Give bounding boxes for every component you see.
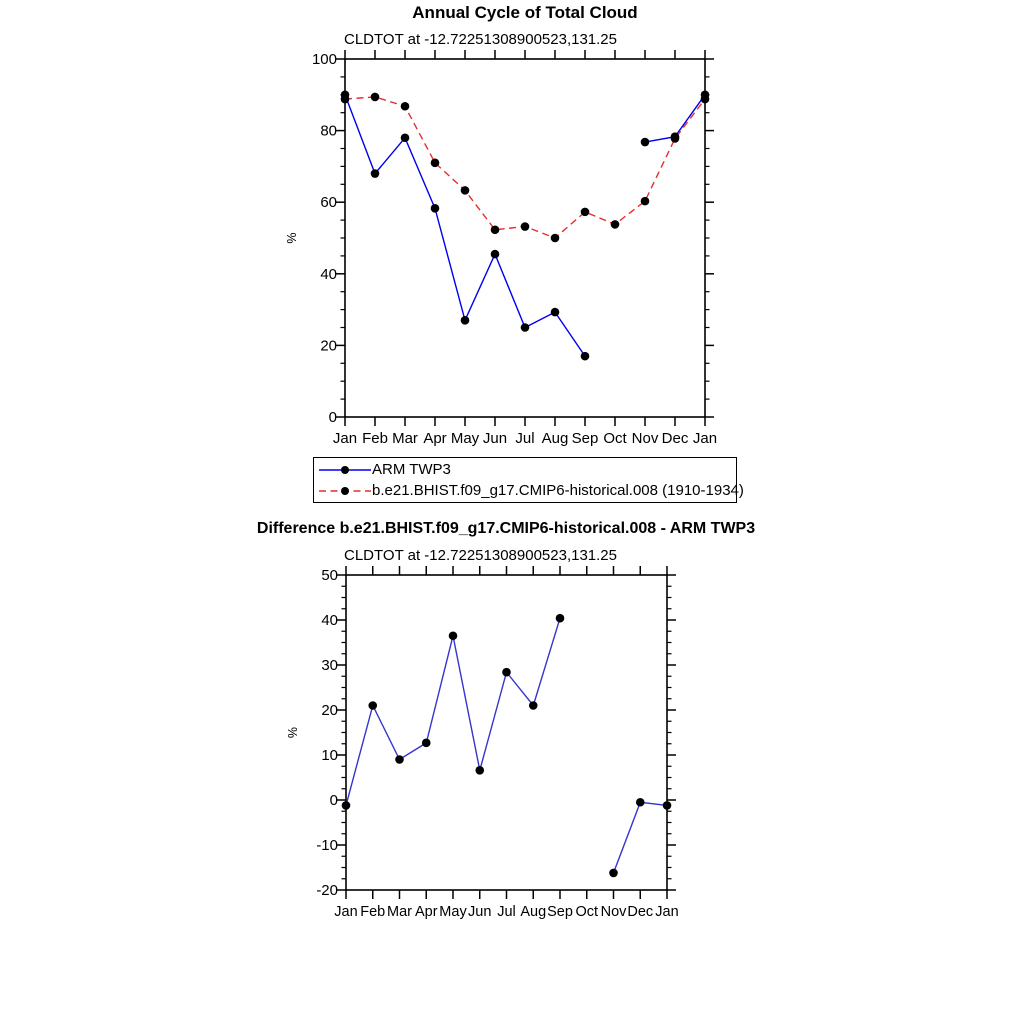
y-tick-label: 80 <box>320 122 337 140</box>
series-line <box>346 618 667 873</box>
data-point-marker <box>395 755 404 764</box>
data-point-marker <box>431 159 440 168</box>
y-tick-label: 10 <box>321 747 338 764</box>
x-tick-label: Mar <box>387 904 412 920</box>
x-tick-label: May <box>439 904 467 920</box>
y-tick-label: 0 <box>329 792 338 809</box>
data-point-marker <box>475 766 484 775</box>
chart1-subtitle: CLDTOT at -12.72251308900523,131.25 <box>344 31 617 48</box>
chart2-subtitle: CLDTOT at -12.72251308900523,131.25 <box>344 547 617 564</box>
data-point-marker <box>461 186 470 195</box>
x-tick-label: Mar <box>392 430 418 447</box>
data-point-marker <box>461 316 470 325</box>
y-axis-label: % <box>285 232 299 244</box>
data-point-marker <box>422 739 431 748</box>
data-point-marker <box>502 668 511 677</box>
x-tick-label: Nov <box>600 904 627 920</box>
data-point-marker <box>371 93 380 102</box>
data-point-marker <box>581 352 590 361</box>
data-point-marker <box>581 208 590 217</box>
data-point-marker <box>401 102 410 111</box>
x-tick-label: Apr <box>414 904 438 920</box>
chart1-title: Annual Cycle of Total Cloud <box>412 3 638 22</box>
x-tick-label: Nov <box>631 430 659 447</box>
data-point-marker <box>371 169 380 178</box>
data-point-marker <box>449 631 458 640</box>
x-tick-label: Jul <box>497 904 516 920</box>
x-tick-label: Jan <box>692 430 718 447</box>
x-tick-label: Oct <box>603 430 627 447</box>
legend-label-arm-twp3: ARM TWP3 <box>372 461 451 478</box>
x-tick-label: Apr <box>423 430 447 447</box>
data-point-marker <box>701 95 710 104</box>
data-point-marker <box>491 225 500 234</box>
chart-1-plot <box>285 50 717 447</box>
chart1-legend <box>313 457 744 503</box>
data-point-marker <box>341 95 350 104</box>
data-point-marker <box>551 308 560 317</box>
data-point-marker <box>671 134 680 143</box>
x-tick-label: Dec <box>627 904 654 920</box>
data-point-marker <box>521 323 530 332</box>
data-point-marker <box>609 869 618 878</box>
y-tick-label: 20 <box>321 702 338 719</box>
data-point-marker <box>641 138 650 147</box>
data-point-marker <box>401 133 410 142</box>
data-point-marker <box>641 197 650 206</box>
x-tick-label: Sep <box>547 904 573 920</box>
x-tick-label: Jan <box>655 904 679 920</box>
x-tick-label: Feb <box>362 430 388 447</box>
x-tick-label: May <box>450 430 480 447</box>
y-tick-label: 50 <box>321 567 338 584</box>
series-line <box>345 97 705 238</box>
data-point-marker <box>556 614 565 623</box>
y-tick-label: 0 <box>328 409 337 426</box>
x-tick-label: Sep <box>571 430 599 447</box>
x-tick-label: Aug <box>541 430 569 447</box>
x-tick-label: Feb <box>360 904 386 920</box>
data-point-marker <box>368 701 377 710</box>
y-tick-label: -10 <box>316 837 338 854</box>
legend-line-sample-solid <box>318 464 372 476</box>
data-point-marker <box>521 222 530 231</box>
x-tick-label: Jan <box>332 430 358 447</box>
y-tick-label: -20 <box>316 882 338 899</box>
legend-item-model <box>318 480 744 501</box>
y-tick-label: 40 <box>320 265 337 283</box>
data-point-marker <box>491 250 500 259</box>
chart2-title: Difference b.e21.BHIST.f09_g17.CMIP6-historical.008 - ARM TWP3 <box>256 520 756 537</box>
x-tick-label: Jan <box>334 904 358 920</box>
y-tick-label: 40 <box>321 612 338 629</box>
data-point-marker <box>663 801 672 810</box>
legend-label-model: b.e21.BHIST.f09_g17.CMIP6-historical.008 (1910-1934) <box>372 482 744 499</box>
data-point-marker <box>342 801 351 810</box>
y-tick-label: 20 <box>320 337 337 355</box>
chart-2-plot <box>286 566 679 920</box>
data-point-marker <box>529 701 538 710</box>
y-tick-label: 60 <box>320 194 337 212</box>
x-tick-label: Jun <box>482 430 508 447</box>
x-tick-label: Aug <box>520 904 547 920</box>
y-axis-label: % <box>286 726 300 739</box>
data-point-marker <box>551 234 560 243</box>
x-tick-label: Jun <box>468 904 492 920</box>
y-tick-label: 30 <box>321 657 338 674</box>
legend-item-arm-twp3 <box>318 459 736 480</box>
x-tick-label: Dec <box>661 430 689 447</box>
data-point-marker <box>636 798 645 807</box>
data-point-marker <box>431 204 440 213</box>
data-point-marker <box>611 220 620 229</box>
x-tick-label: Jul <box>515 430 535 447</box>
legend-line-sample-dashed <box>318 485 372 497</box>
x-tick-label: Oct <box>575 904 599 920</box>
y-tick-label: 100 <box>311 51 337 68</box>
